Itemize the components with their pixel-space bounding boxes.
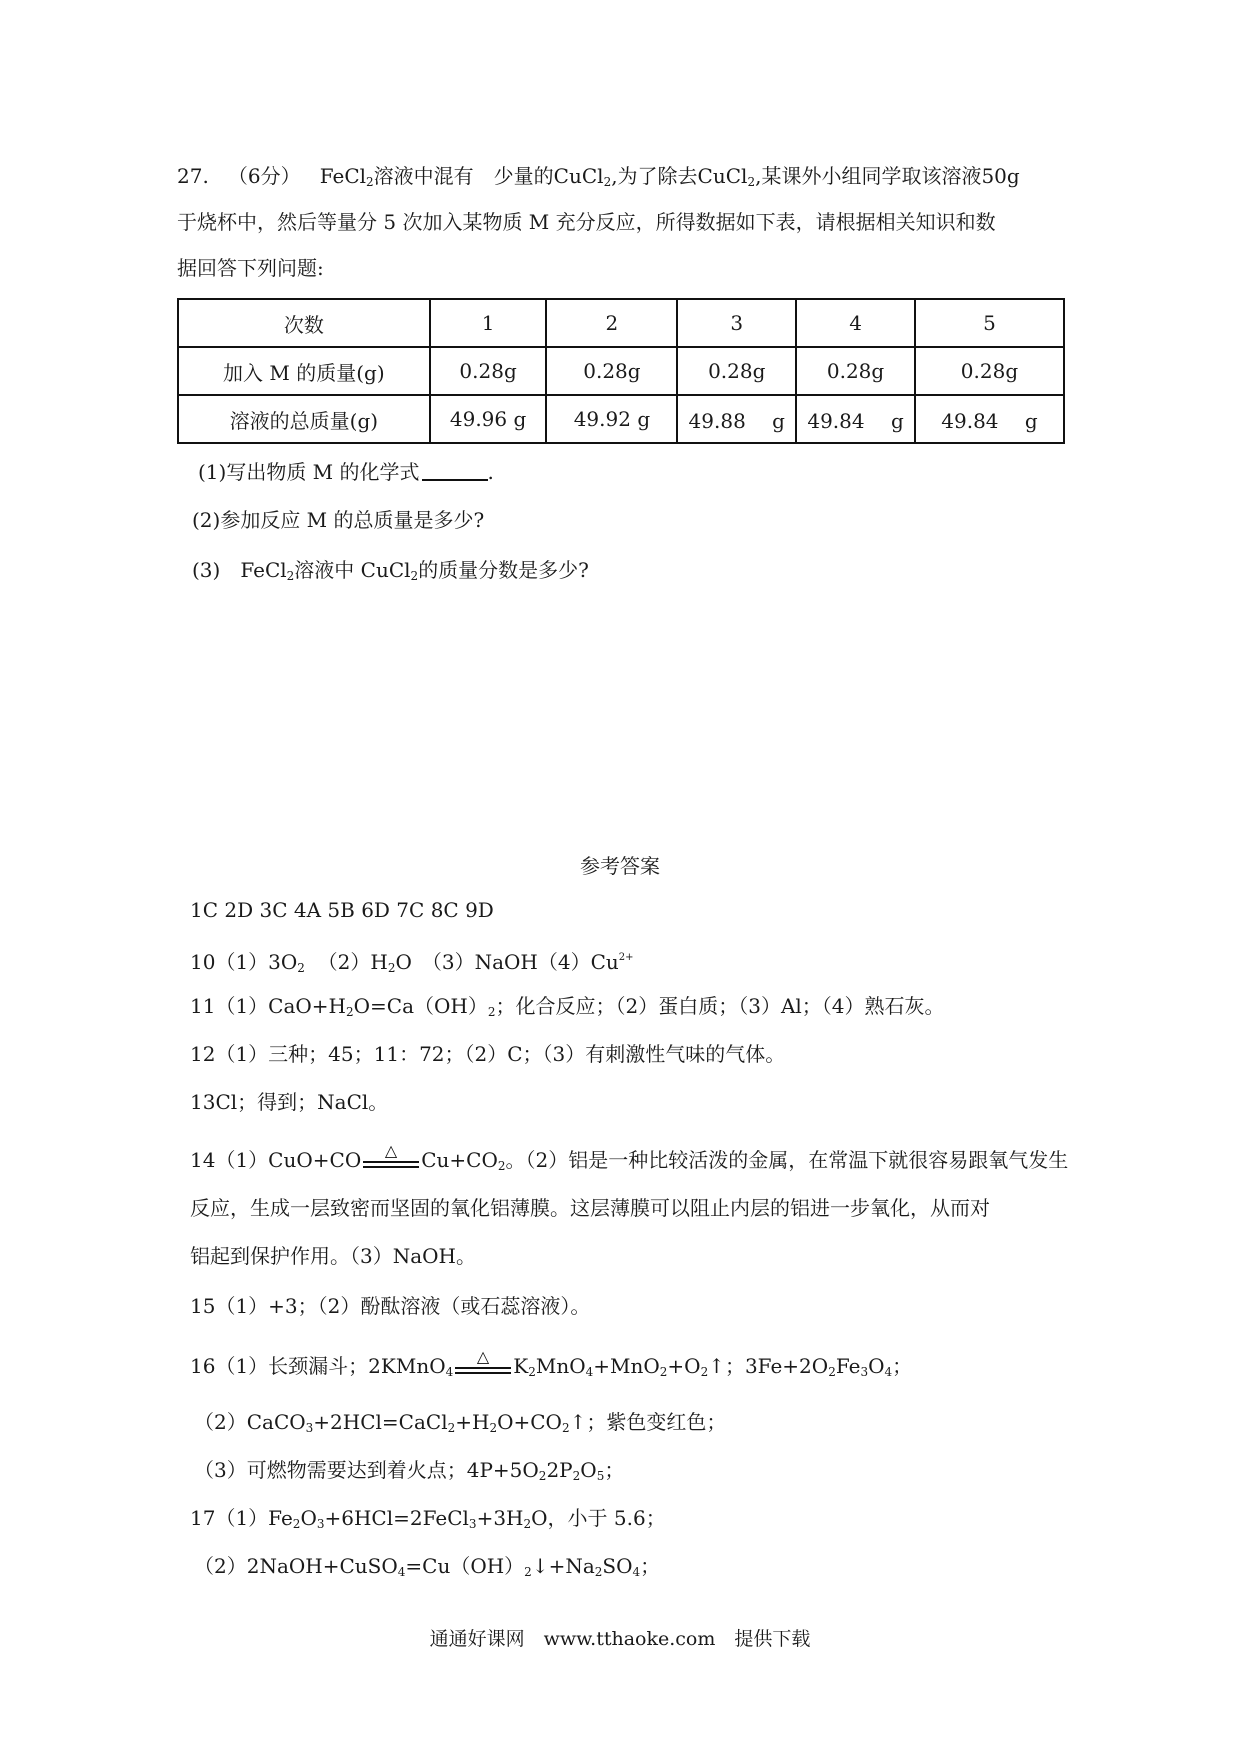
text: 10（1）3O <box>190 950 298 974</box>
subscript: 2 <box>603 175 612 189</box>
table-cell: 49.88 g <box>677 395 796 443</box>
table-cell: 0.28g <box>915 347 1064 395</box>
subquestion-3 <box>192 556 589 590</box>
text: （2）2NaOH+CuSO <box>194 1554 398 1578</box>
text: ,为了除去CuCl <box>611 164 748 188</box>
subscript: 4 <box>884 1365 893 1379</box>
answer-17-part-2 <box>194 1552 660 1586</box>
answer-16 <box>190 1349 913 1386</box>
text: +3H <box>476 1506 524 1530</box>
question-line-3: 据回答下列问题: <box>177 256 324 280</box>
text: =Cu（OH） <box>405 1554 525 1578</box>
text: ；化合反应；（2）蛋白质；（3）Al；（4）熟石灰。 <box>495 994 945 1018</box>
table-cell: 5 <box>915 299 1064 347</box>
subquestion-2: (2)参加反应 M 的总质量是多少? <box>192 508 485 532</box>
subscript: 4 <box>585 1365 594 1379</box>
subscript: 5 <box>596 1469 605 1483</box>
answers-title: 参考答案 <box>580 854 660 878</box>
answer-14 <box>190 1143 1069 1180</box>
subscript: 2 <box>572 1469 581 1483</box>
answer-10 <box>190 944 634 982</box>
question-number: 27. <box>177 164 209 188</box>
text: Cu+CO <box>421 1148 498 1172</box>
subscript: 3 <box>468 1517 477 1531</box>
subscript: 2 <box>524 1565 532 1579</box>
text: Fe <box>835 1354 861 1378</box>
text: 17（1）Fe <box>190 1506 293 1530</box>
table-cell: 2 <box>546 299 677 347</box>
subscript: 2 <box>489 1421 498 1435</box>
answer-14-line-2: 反应，生成一层致密而坚固的氧化铝薄膜。这层薄膜可以阻止内层的铝进一步氧化，从而对 <box>190 1196 990 1220</box>
text: O+CO <box>497 1410 562 1434</box>
table-row <box>178 347 1064 395</box>
subscript: 2 <box>487 1005 496 1019</box>
text: ↓+Na <box>531 1554 595 1578</box>
table-row <box>178 395 1064 443</box>
text: MnO <box>535 1354 586 1378</box>
subscript: 2 <box>538 1469 547 1483</box>
table-cell: 0.28g <box>796 347 915 395</box>
table-cell: 加入 M 的质量(g) <box>178 347 430 395</box>
text: O <box>300 1506 317 1530</box>
text: O <box>580 1458 597 1482</box>
answer-17 <box>190 1504 666 1538</box>
subscript: 3 <box>860 1365 869 1379</box>
answer-15: 15（1）+3；（2）酚酞溶液（或石蕊溶液）。 <box>190 1294 591 1318</box>
text: O <box>868 1354 885 1378</box>
text: +2HCl=CaCl <box>313 1410 448 1434</box>
table-cell: 49.84 g <box>915 395 1064 443</box>
heat-condition-arrow <box>361 1143 421 1174</box>
heat-symbol: △ <box>477 1349 490 1366</box>
text: K <box>513 1354 529 1378</box>
text: (3) FeCl <box>192 558 287 582</box>
table-cell: 49.96 g <box>430 395 547 443</box>
answer-13: 13Cl；得到；NaCl。 <box>190 1090 389 1114</box>
table-cell: 49.92 g <box>546 395 677 443</box>
text: . <box>487 460 494 484</box>
page-footer: 通通好课网 www.tthaoke.com 提供下载 <box>429 1628 811 1650</box>
text: ,某课外小组同学取该溶液50g <box>755 164 1020 188</box>
subscript: 2 <box>828 1365 836 1379</box>
text: (1)写出物质 M 的化学式 <box>198 460 420 484</box>
heat-condition-arrow <box>453 1349 513 1380</box>
subscript: 4 <box>397 1565 406 1579</box>
table-cell: 溶液的总质量(g) <box>178 395 430 443</box>
text: 。（2）铝是一种比较活泼的金属，在常温下就很容易跟氧气发生 <box>505 1148 1069 1172</box>
subscript: 2 <box>528 1365 536 1379</box>
subscript: 3 <box>316 1517 325 1531</box>
text: ； <box>640 1554 661 1578</box>
text: 的质量分数是多少? <box>418 558 589 582</box>
text: P <box>559 1458 573 1482</box>
subscript: 2 <box>286 569 295 583</box>
table-cell: 次数 <box>178 299 430 347</box>
heat-symbol: △ <box>385 1143 398 1160</box>
subscript: 2 <box>346 1005 354 1019</box>
subscript: 2 <box>410 569 419 583</box>
text: （2）CaCO <box>194 1410 306 1434</box>
text: ↑；3Fe+2O <box>708 1354 829 1378</box>
text: SO <box>602 1554 633 1578</box>
subscript: 2 <box>659 1365 668 1379</box>
text: ； <box>892 1354 913 1378</box>
table-cell: 3 <box>677 299 796 347</box>
answer-16-part-3 <box>194 1456 624 1490</box>
text: +MnO <box>593 1354 660 1378</box>
subscript: 2 <box>366 175 374 189</box>
subscript: 3 <box>305 1421 314 1435</box>
subquestion-1 <box>198 458 494 486</box>
text: （2）H <box>317 950 388 974</box>
subscript: 2 <box>297 961 305 975</box>
answer-12: 12（1）三种；45；11：72；（2）C；（3）有刺激性气味的气体。 <box>190 1042 786 1066</box>
text: （3）可燃物需要达到着火点；4P+5O <box>194 1458 539 1482</box>
subscript: 2 <box>700 1365 709 1379</box>
text: 14（1）CuO+CO <box>190 1148 362 1172</box>
question-score: （6分） <box>227 164 301 188</box>
subscript: 4 <box>445 1365 454 1379</box>
text: 溶液中 CuCl <box>294 558 411 582</box>
subscript: 2 <box>292 1517 301 1531</box>
answer-16-part-2 <box>194 1408 726 1442</box>
text: 2 <box>546 1458 560 1482</box>
subscript: 2 <box>523 1517 532 1531</box>
text: O （3）NaOH（4）Cu <box>395 950 619 974</box>
text: +H <box>455 1410 490 1434</box>
text: O=Ca（OH） <box>353 994 488 1018</box>
text: +6HCl=2FeCl <box>324 1506 469 1530</box>
table-cell: 4 <box>796 299 915 347</box>
text: 11（1）CaO+H <box>190 994 346 1018</box>
table-cell: 1 <box>430 299 547 347</box>
text: FeCl <box>319 164 367 188</box>
table-cell: 49.84 g <box>796 395 915 443</box>
subscript: 2 <box>594 1565 603 1579</box>
superscript: 2+ <box>618 952 634 963</box>
answer-11 <box>190 992 945 1026</box>
subscript: 2 <box>747 175 756 189</box>
text: 16（1）长颈漏斗；2KMnO <box>190 1354 446 1378</box>
text: ↑；紫色变红色； <box>569 1410 727 1434</box>
text: ； <box>604 1458 625 1482</box>
question-line-1 <box>177 162 1020 196</box>
text: +O <box>667 1354 701 1378</box>
subscript: 4 <box>632 1565 641 1579</box>
answer-14-line-3: 铝起到保护作用。（3）NaOH。 <box>190 1244 476 1268</box>
subscript: 2 <box>387 961 396 975</box>
text: 溶液中混有 少量的CuCl <box>373 164 604 188</box>
subscript: 2 <box>561 1421 570 1435</box>
answer-blank[interactable] <box>422 461 488 481</box>
table-cell: 0.28g <box>677 347 796 395</box>
table-cell: 0.28g <box>546 347 677 395</box>
table-cell: 0.28g <box>430 347 547 395</box>
subscript: 2 <box>497 1159 506 1173</box>
subscript: 2 <box>447 1421 456 1435</box>
text: O，小于 5.6； <box>531 1506 666 1530</box>
question-line-2: 于烧杯中，然后等量分 5 次加入某物质 M 充分反应，所得数据如下表，请根据相关知识和数 <box>177 210 996 234</box>
table-row <box>178 299 1064 347</box>
answer-1-9: 1C 2D 3C 4A 5B 6D 7C 8C 9D <box>190 898 494 922</box>
data-table <box>177 298 1065 444</box>
